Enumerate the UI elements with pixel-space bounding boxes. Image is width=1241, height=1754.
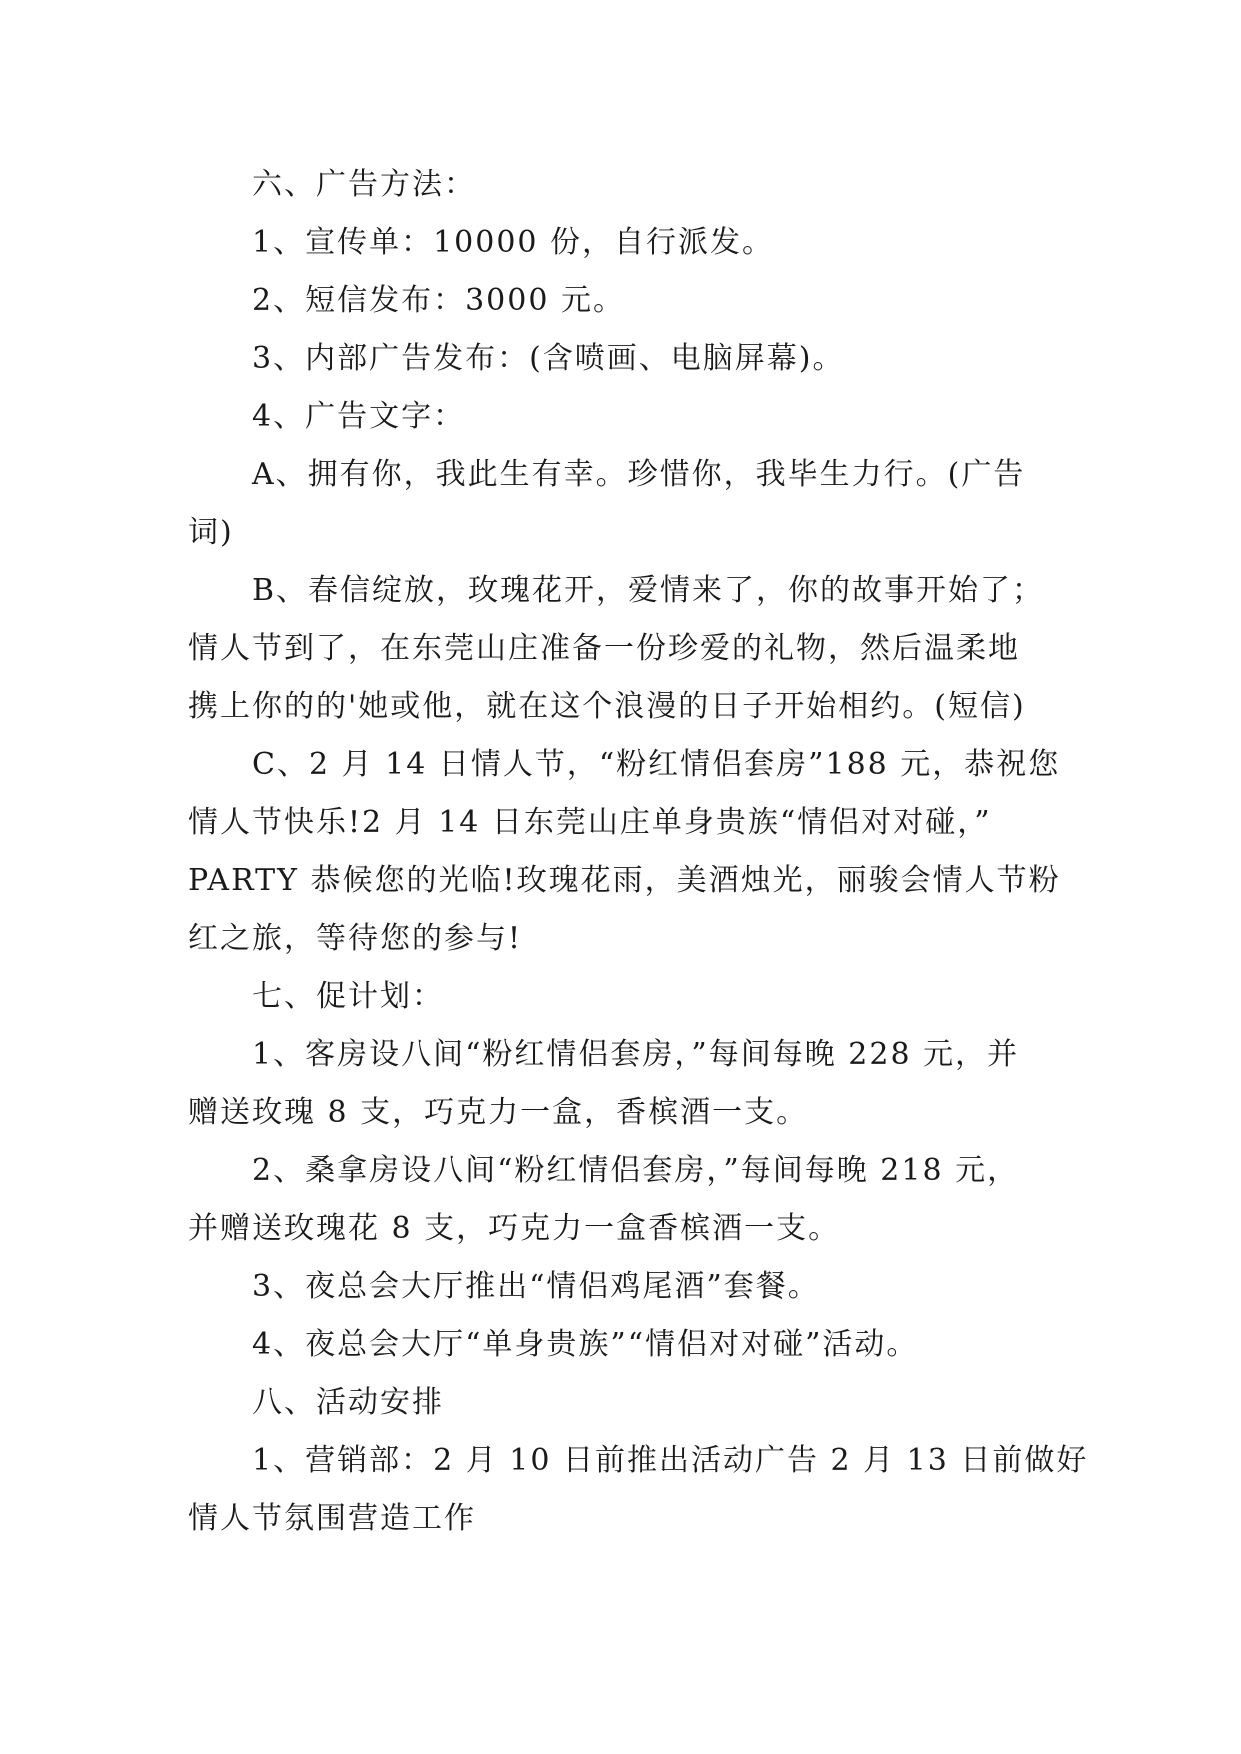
text-line: 携上你的的'她或他，就在这个浪漫的日子开始相约。(短信) [188,689,1026,724]
text-line: A、拥有你，我此生有幸。珍惜你，我毕生力行。(广告 [252,457,1026,492]
document-body [188,156,1089,1548]
text-line: 2、桑拿房设八间“粉红情侣套房，”每间每晚 218 元， [252,1153,1020,1188]
text-line: 情人节氛围营造工作 [188,1501,476,1536]
text-line: 六、广告方法： [252,167,476,202]
ad-copy-a [188,446,1048,562]
ad-copy-b [188,562,1048,736]
text-line: 1、宣传单：10000 份，自行派发。 [252,225,775,260]
text-line: 七、促计划： [252,979,444,1014]
list-item-sauna-rooms [188,1142,1048,1258]
text-line: 4、夜总会大厅“单身贵族”“情侣对对碰”活动。 [252,1327,919,1362]
text-line: 3、夜总会大厅推出“情侣鸡尾酒”套餐。 [252,1269,820,1304]
text-line: 赠送玫瑰 8 支，巧克力一盒，香槟酒一支。 [188,1095,809,1130]
list-item-singles-event [188,1316,1048,1374]
ad-copy-c [188,736,1061,968]
list-item-cocktail-package [188,1258,1048,1316]
text-line: 词) [188,515,234,550]
text-line: 并赠送玫瑰花 8 支，巧克力一盒香槟酒一支。 [188,1211,841,1246]
text-line: B、春信绽放，玫瑰花开，爱情来了，你的故事开始了； [252,573,1045,608]
text-line: 八、活动安排 [252,1385,444,1420]
section-heading-promotion-plan [188,968,1048,1026]
text-line: 4、广告文字： [252,399,466,434]
text-line: 情人节快乐!2 月 14 日东莞山庄单身贵族“情侣对对碰，” [188,805,992,840]
list-item-ad-copy [188,388,1048,446]
text-line: 1、客房设八间“粉红情侣套房，”每间每晚 228 元，并 [252,1037,1020,1072]
section-heading-ad-methods [188,156,1048,214]
text-line: 3、内部广告发布：(含喷画、电脑屏幕)。 [252,341,845,376]
list-item-flyers [188,214,1048,272]
list-item-sms [188,272,1048,330]
section-heading-activity-arrangement [188,1374,1048,1432]
list-item-marketing-dept [188,1432,1089,1548]
text-line: 情人节到了，在东莞山庄准备一份珍爱的礼物，然后温柔地 [188,631,1020,666]
list-item-internal-ads [188,330,1048,388]
list-item-guest-rooms [188,1026,1048,1142]
text-line: PARTY 恭候您的光临!玫瑰花雨，美酒烛光，丽骏会情人节粉 [188,863,1061,898]
text-line: 红之旅，等待您的参与! [188,921,523,956]
text-line: 2、短信发布：3000 元。 [252,283,625,318]
text-line: 1、营销部：2 月 10 日前推出活动广告 2 月 13 日前做好 [252,1443,1089,1478]
text-line: C、2 月 14 日情人节，“粉红情侣套房”188 元，恭祝您 [252,747,1061,782]
